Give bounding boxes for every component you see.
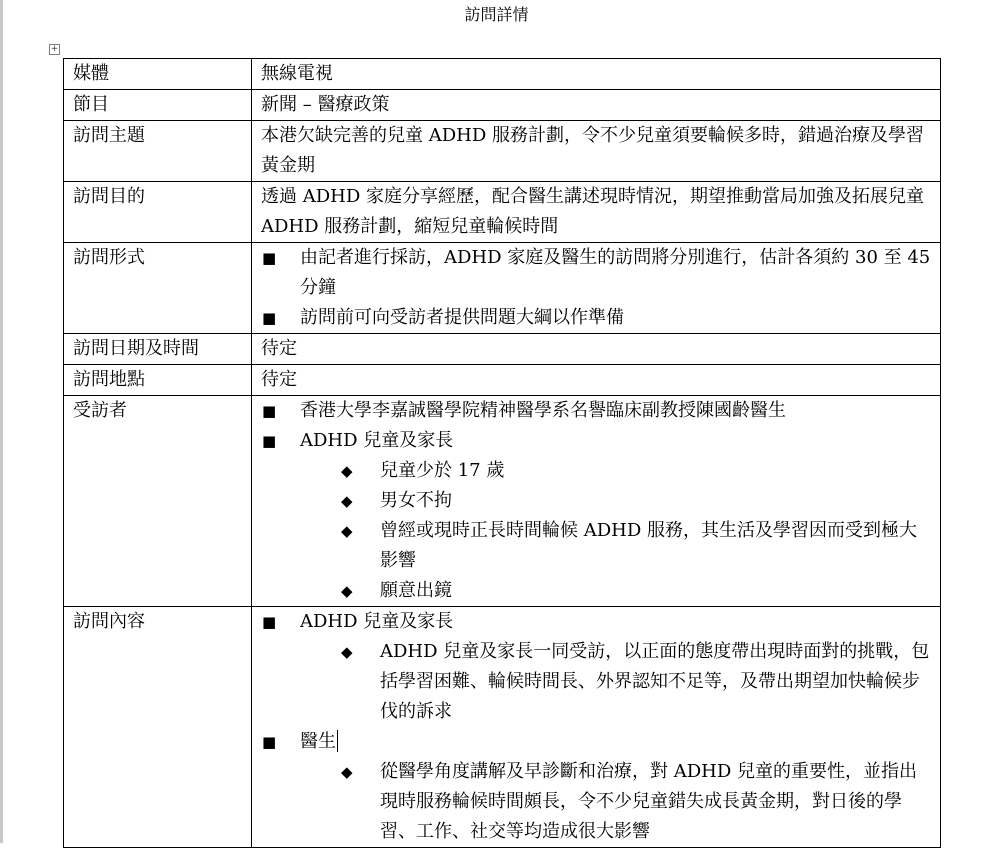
label-datetime: 訪問日期及時間: [64, 334, 252, 365]
value-interviewees: [252, 396, 941, 607]
page-title: 訪問詳情: [464, 5, 529, 24]
table-row-content: [64, 607, 941, 848]
content-doctor-detail: 從醫學角度講解及早診斷和治療，對 ADHD 兒童的重要性，並指出現時服務輪候時間頗長，令不少兒童錯失成長黃金期，對日後的學習、工作、社交等均造成很大影響: [380, 761, 918, 842]
list-item: [300, 516, 934, 576]
square-bullet-icon: ■: [262, 733, 277, 751]
value-topic: 本港欠缺完善的兒童 ADHD 服務計劃，令不少兒童須要輪候多時，錯過治療及學習黃金期: [252, 121, 941, 182]
value-location: 待定: [252, 365, 941, 396]
table-row-datetime: [64, 334, 941, 365]
value-purpose: 透過 ADHD 家庭分享經歷，配合醫生講述現時情況，期望推動當局加強及拓展兒童 ADHD 服務計劃，縮短兒童輪候時間: [252, 182, 941, 243]
value-program: 新聞 – 醫療政策: [252, 90, 941, 121]
square-bullet-icon: ■: [262, 402, 277, 420]
table-row-purpose: [64, 182, 941, 243]
square-bullet-icon: ■: [262, 309, 277, 327]
table-row-topic: [64, 121, 941, 182]
label-interviewees: 受訪者: [64, 396, 252, 607]
page-left-edge: [0, 0, 3, 843]
value-media: 無線電視: [252, 59, 941, 90]
label-format: 訪問形式: [64, 243, 252, 334]
text-cursor: [337, 730, 338, 752]
format-bullet-text: 訪問前可向受訪者提供問題大綱以作準備: [300, 307, 624, 328]
list-item: [300, 576, 934, 606]
table-row-program: [64, 90, 941, 121]
interview-details-table: [63, 58, 941, 848]
content-doctor-heading[interactable]: 醫生: [300, 731, 336, 752]
list-item: [261, 607, 934, 727]
label-purpose: 訪問目的: [64, 182, 252, 243]
content-bullet-list: [261, 607, 934, 847]
criteria-text: 曾經或現時正長時間輪候 ADHD 服務，其生活及學習因而受到極大影響: [380, 520, 918, 571]
label-location: 訪問地點: [64, 365, 252, 396]
format-bullet-text: 由記者進行採訪，ADHD 家庭及醫生的訪問將分別進行，估計各須約 30 至 45 分鐘: [300, 247, 931, 298]
diamond-bullet-icon: ◆: [341, 522, 353, 540]
content-family-list: [300, 637, 934, 727]
table-row-media: [64, 59, 941, 90]
family-criteria-list: [300, 456, 934, 606]
list-item: [261, 727, 934, 847]
value-content[interactable]: [252, 607, 941, 848]
content-doctor-list: [300, 757, 934, 847]
interviewees-bullet-list: [261, 396, 934, 606]
square-bullet-icon: ■: [262, 432, 277, 450]
criteria-text: 願意出鏡: [380, 580, 452, 601]
square-bullet-icon: ■: [262, 249, 277, 267]
value-format: [252, 243, 941, 334]
criteria-text: 兒童少於 17 歲: [380, 460, 505, 481]
interviewee-family-text: ADHD 兒童及家長: [300, 430, 454, 451]
label-content: 訪問內容: [64, 607, 252, 848]
table-row-location: [64, 365, 941, 396]
content-family-heading: ADHD 兒童及家長: [300, 611, 454, 632]
list-item: [300, 637, 934, 727]
table-row-interviewees: [64, 396, 941, 607]
list-item: [300, 757, 934, 847]
content-family-detail: ADHD 兒童及家長一同受訪，以正面的態度帶出現時面對的挑戰，包括學習困難、輪候時間長、外界認知不足等，及帶出期望加快輪候步伐的訴求: [380, 641, 930, 722]
table-row-format: [64, 243, 941, 334]
list-item: [300, 486, 934, 516]
diamond-bullet-icon: ◆: [341, 582, 353, 600]
criteria-text: 男女不拘: [380, 490, 452, 511]
value-datetime: 待定: [252, 334, 941, 365]
label-topic: 訪問主題: [64, 121, 252, 182]
interviewee-doctor-text: 香港大學李嘉誠醫學院精神醫學系名譽臨床副教授陳國齡醫生: [300, 400, 786, 421]
square-bullet-icon: ■: [262, 613, 277, 631]
diamond-bullet-icon: ◆: [341, 643, 353, 661]
list-item: [261, 303, 934, 333]
list-item: [261, 396, 934, 426]
list-item: [300, 456, 934, 486]
table-move-handle-icon[interactable]: +: [50, 44, 59, 54]
format-bullet-list: [261, 243, 934, 333]
label-media: 媒體: [64, 59, 252, 90]
label-program: 節目: [64, 90, 252, 121]
diamond-bullet-icon: ◆: [341, 763, 353, 781]
diamond-bullet-icon: ◆: [341, 462, 353, 480]
list-item: [261, 243, 934, 303]
list-item: [261, 426, 934, 606]
diamond-bullet-icon: ◆: [341, 492, 353, 510]
